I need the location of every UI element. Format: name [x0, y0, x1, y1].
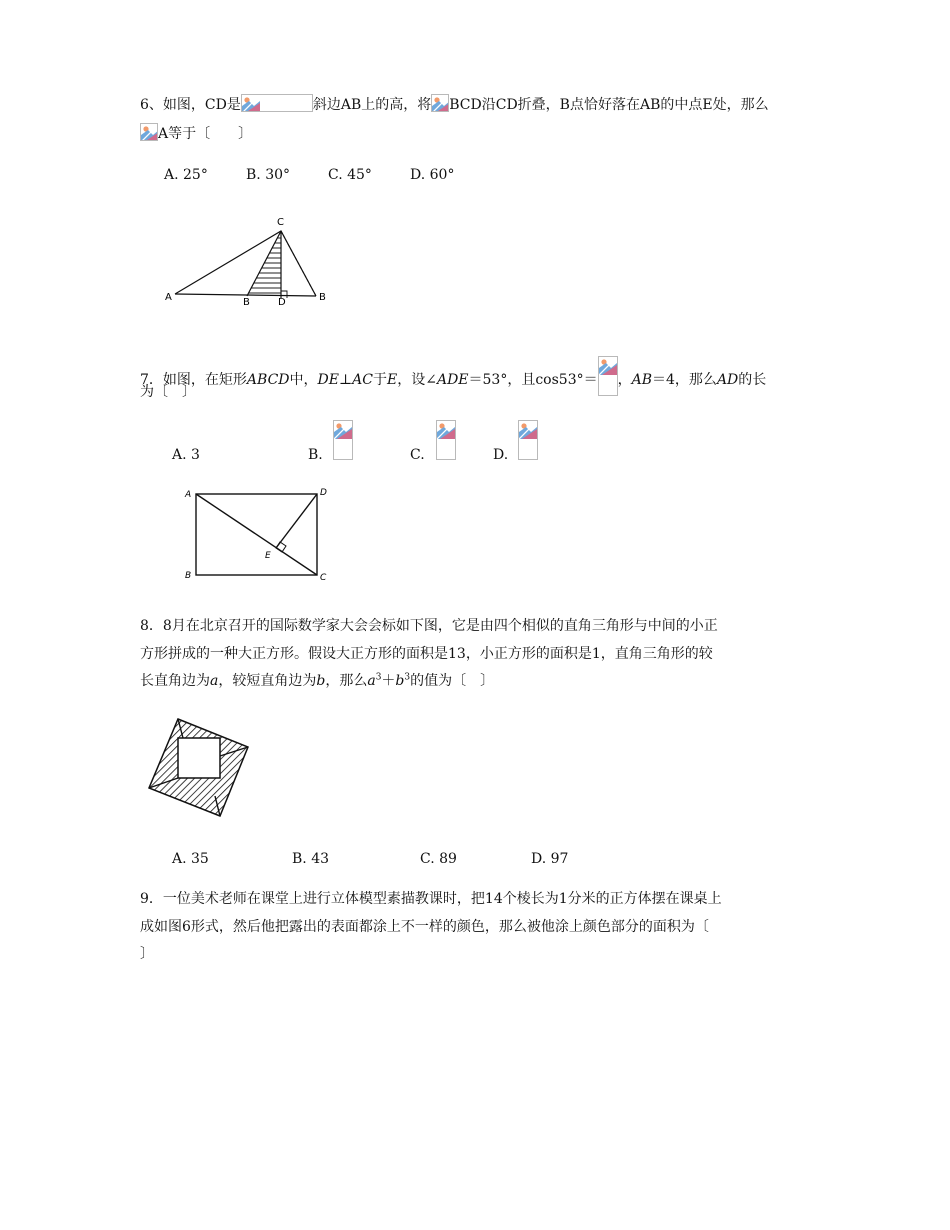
q8-var: a [210, 673, 219, 689]
q8-option-d: D. 97 [531, 851, 569, 867]
q8-var: b [395, 673, 405, 689]
q6-text: 6、如图，CD是 [140, 97, 241, 113]
q7-var: DE [317, 372, 339, 388]
q6-line-2 [140, 123, 252, 143]
q8-pinwheel-figure [140, 712, 260, 822]
q6-text: 斜边AB上的高，将 [312, 97, 432, 113]
q8-text: ，那么 [325, 673, 368, 689]
q6-label-d: D [278, 297, 286, 308]
q7-var: E [386, 372, 398, 388]
q9-line-3: 〕 [140, 946, 154, 962]
q7-option-d-label: D. [493, 447, 509, 463]
q7-label-d: D [320, 488, 327, 498]
q6-label-b: B [319, 292, 326, 303]
q7-text: 于 [372, 372, 387, 388]
broken-image-icon [431, 94, 449, 112]
q8-line-1: 8．8月在北京召开的国际数学家大会会标如下图，它是由四个相似的直角三角形与中间的小正 [140, 618, 718, 634]
q7-label-b: B [185, 571, 192, 581]
q6-option-c: C. 45° [328, 167, 372, 183]
q8-var: b [316, 673, 326, 689]
q9-line-1: 9．一位美术老师在课堂上进行立体模型素描教课时，把14个棱长为1分米的正方体摆在课桌上 [140, 891, 722, 907]
broken-image-icon [598, 356, 618, 396]
q7-text: ＝53°，且cos53°＝ [468, 372, 598, 388]
q9-line-2: 成如图6形式，然后他把露出的表面都涂上不一样的颜色，那么被他涂上颜色部分的面积为〔 [140, 919, 709, 935]
q6-label-c: C [277, 217, 284, 228]
q7-option-c-label: C. [410, 447, 425, 463]
q8-var: a [367, 673, 376, 689]
q8-option-c: C. 89 [420, 851, 457, 867]
q6-text: BCD沿CD折叠，B点恰好落在AB的中点E处，那么 [449, 97, 769, 113]
broken-image-icon [241, 94, 313, 112]
q7-symbol: ⊥ [338, 372, 353, 388]
q7-text: 7．如图，在矩形 [140, 372, 247, 388]
q7-text: ＝4，那么 [652, 372, 717, 388]
q7-rectangle-figure [180, 484, 340, 588]
q7-text: 中， [289, 372, 318, 388]
q7-text: 的长 [738, 372, 767, 388]
q7-label-a: A [185, 490, 192, 500]
q7-option-d [493, 446, 508, 464]
q8-line-2: 方形拼成的一种大正方形。假设大正方形的面积是13，小正方形的面积是1，直角三角形的较 [140, 646, 713, 662]
q7-text: ， [617, 372, 632, 388]
q8-option-a: A. 35 [172, 851, 209, 867]
broken-image-icon [436, 420, 456, 460]
q6-line-1 [140, 94, 769, 114]
q6-option-b: B. 30° [246, 167, 291, 183]
q7-text: ，设∠ [397, 372, 437, 388]
q6-label-a: A [165, 292, 172, 303]
q7-option-b [308, 446, 323, 464]
q8-symbol: ＋ [381, 673, 396, 689]
q7-line-2: 为〔 〕 [140, 384, 196, 400]
q6-label-b-fold: B [243, 297, 250, 308]
q7-option-c [410, 446, 425, 464]
q6-option-d: D. 60° [410, 167, 455, 183]
q7-option-a: A. 3 [172, 447, 200, 463]
q7-label-e: E [265, 551, 271, 561]
q7-var: AC [352, 372, 373, 388]
q8-option-b: B. 43 [292, 851, 330, 867]
broken-image-icon [333, 420, 353, 460]
q8-text: ，较短直角边为 [218, 673, 317, 689]
q7-var: AB [631, 372, 653, 388]
q8-text: 长直角边为 [140, 673, 210, 689]
broken-image-icon [518, 420, 538, 460]
q8-line-3 [140, 672, 494, 690]
q7-option-b-label: B. [308, 447, 323, 463]
q6-text: A等于〔 〕 [158, 126, 253, 142]
q7-var: AD [716, 372, 739, 388]
q8-exponent: 3 [404, 672, 411, 683]
q6-triangle-figure [160, 210, 340, 310]
q8-text: 的值为〔 〕 [410, 673, 495, 689]
q7-label-c: C [320, 573, 327, 583]
q7-var: ABCD [246, 372, 290, 388]
q6-option-a: A. 25° [164, 167, 208, 183]
q7-line-1 [140, 356, 766, 396]
q8-exponent: 3 [375, 672, 382, 683]
q7-var: ADE [436, 372, 469, 388]
broken-image-icon [140, 123, 158, 141]
